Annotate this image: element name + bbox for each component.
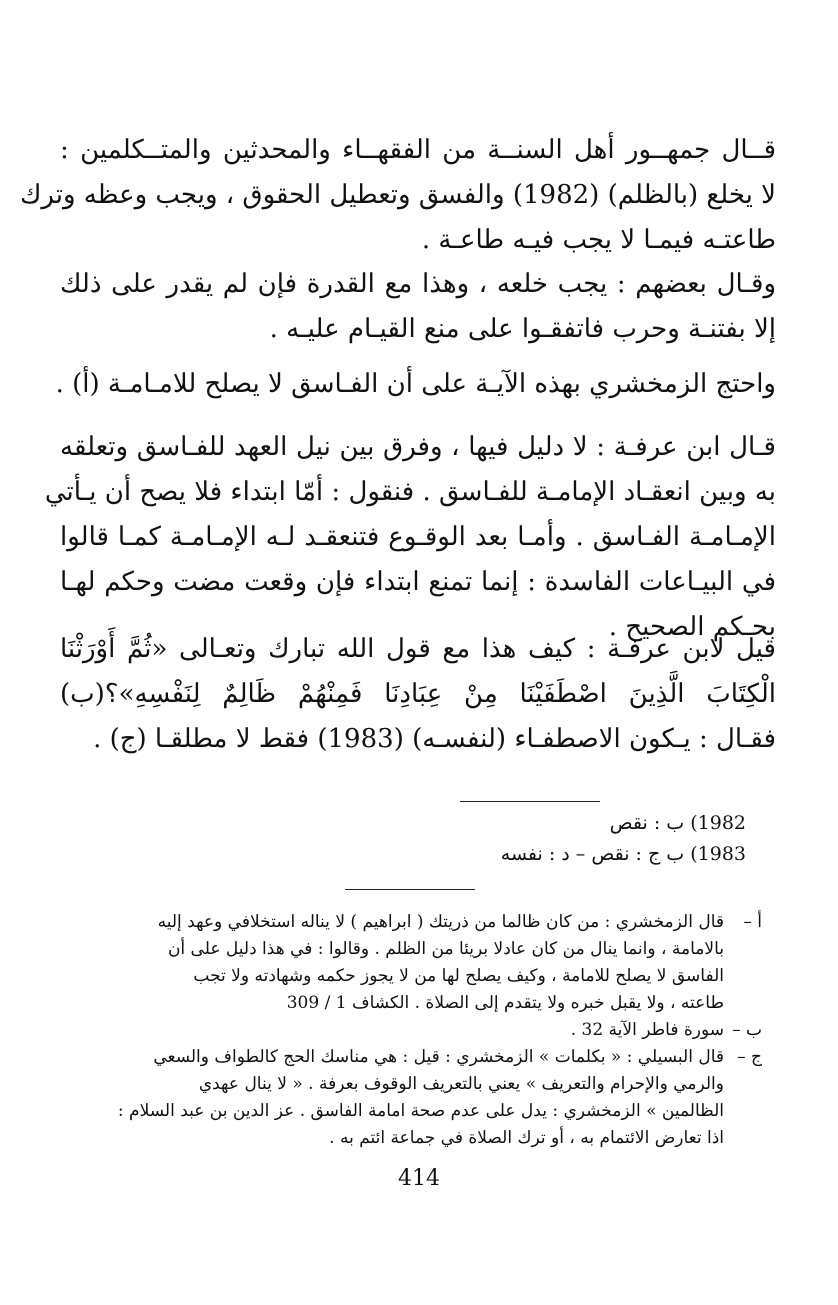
paragraph-1: [19, 128, 776, 263]
text-line: في البيـاعات الفاسدة : إنما تمنع ابتداء فإن وقعت مضت وحكم لهـا: [60, 567, 776, 597]
footnote-label: ج –: [737, 1047, 762, 1067]
text-line: فقـال : يـكون الاصطفـاء (لنفسـه) (1983) فقط لا مطلقـا (ج) .: [93, 724, 776, 754]
text-line: قـال ابن عرفـة : لا دليل فيها ، وفرق بين نيل العهد للفـاسق وتعلقه: [60, 432, 776, 462]
variant-note: 1982) ب : نقص: [609, 812, 746, 834]
variant-notes-divider: [460, 801, 600, 802]
paragraph-2: [60, 262, 776, 352]
footnote-line: قال البسيلي : « بكلمات » الزمخشري : قيل : هي مناسك الحج كالطواف والسعي: [153, 1047, 724, 1067]
footnote-line: والرمي والإحرام والتعريف » يعني بالتعريف الوقوف بعرفة . « لا ينال عهدي: [198, 1074, 724, 1094]
footnote-label: ب –: [732, 1020, 762, 1040]
text-line: وقـال بعضهم : يجب خلعه ، وهذا مع القدرة فإن لم يقدر على ذلك: [60, 269, 776, 299]
paragraph-5: [60, 627, 776, 762]
footnote-c: [72, 1044, 762, 1152]
footnote-line: طاعته ، ولا يقبل خبره ولا يتقدم إلى الصلاة . الكشاف 1 / 309: [286, 993, 724, 1013]
footnote-line: اذا تعارض الائتمام به ، أو ترك الصلاة في جماعة ائتم به .: [329, 1128, 724, 1148]
footnote-line: بالامامة ، وانما ينال من كان عادلا بريئا من الظلم . وقالوا : في هذا دليل على أن: [167, 939, 724, 959]
footnotes: [72, 909, 762, 1152]
text-line: الإمـامـة الفـاسق . وأمـا بعد الوقـوع فتنعقـد لـه الإمـامـة كمـا قالوا: [60, 522, 776, 552]
footnote-b: [72, 1017, 762, 1044]
text-line: إلا بفتنـة وحرب فاتفقـوا على منع القيـام عليـه .: [269, 314, 776, 344]
footnotes-divider: [345, 889, 475, 890]
footnote-line: قال الزمخشري : من كان ظالما من ذريتك ( ابراهيم ) لا يناله استخلافي وعهد إليه: [157, 912, 724, 932]
text-line: قيل لابن عرفـة : كيف هذا مع قول الله تبارك وتعـالى «ثُمَّ أَوْرَثْنَا: [60, 634, 776, 664]
paragraph-3: [55, 362, 776, 407]
quran-verse-line: الْكِتَابَ الَّذِينَ اصْطَفَيْنَا مِنْ عِبَادِنَا فَمِنْهُمْ ظَالِمٌ لِنَفْسِهِ»؟(ب): [60, 679, 776, 709]
variant-notes: [420, 808, 746, 870]
footnote-a: [72, 909, 762, 1017]
paragraph-4: [44, 425, 776, 650]
text-line: واحتج الزمخشري بهذه الآيـة على أن الفـاسق لا يصلح للامـامـة (أ) .: [55, 369, 776, 399]
footnote-line: الظالمين » الزمخشري : يدل على عدم صحة امامة الفاسق . عز الدين بن عبد السلام :: [117, 1101, 724, 1121]
text-line: قــال جمهــور أهل السنــة من الفقهــاء والمحدثين والمتــكلمين :: [60, 135, 776, 165]
page-number: 414: [398, 1166, 440, 1191]
text-line: طاعتـه فيمـا لا يجب فيـه طاعـة .: [421, 225, 776, 255]
footnote-line: الفاسق لا يصلح للامامة ، وكيف يصلح لها من لا يجوز حكمه وشهادته ولا تجب: [193, 966, 724, 986]
text-line: بحـكم الصحيح .: [608, 612, 776, 642]
text-line: به وبين انعقـاد الإمامـة للفـاسق . فنقول : أمّا ابتداء فلا يصح أن يـأتي: [44, 477, 776, 507]
text-line: لا يخلع (بالظلم) (1982) والفسق وتعطيل الحقوق ، ويجب وعظه وترك: [19, 180, 776, 210]
footnote-line: سورة فاطر الآية 32 .: [570, 1020, 724, 1040]
footnote-label: أ –: [743, 912, 762, 932]
variant-note: 1983) ب ج : نقص – د : نفسه: [500, 843, 746, 865]
